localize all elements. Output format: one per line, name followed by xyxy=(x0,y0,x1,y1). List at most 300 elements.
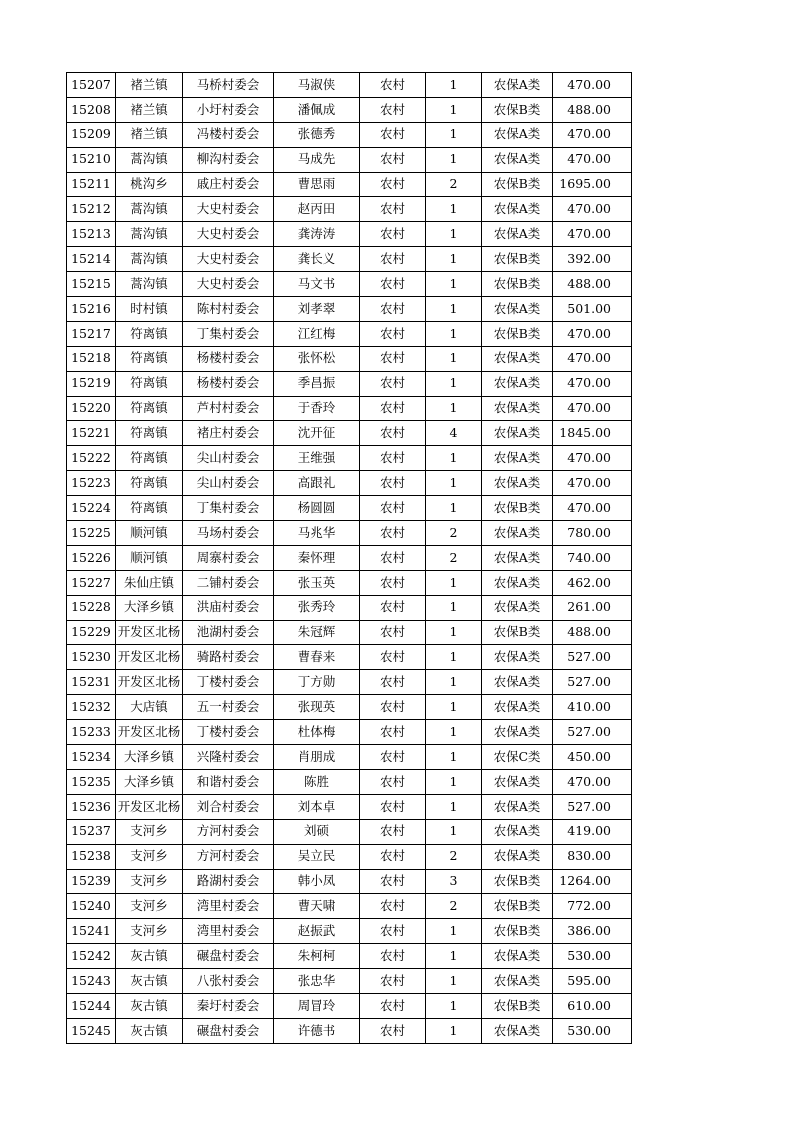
amount-cell: 462.00 xyxy=(553,570,632,595)
village-committee-cell: 方河村委会 xyxy=(183,819,274,844)
area-type-cell: 农村 xyxy=(360,720,426,745)
person-name-cell: 张玉英 xyxy=(274,570,360,595)
household-count-cell: 1 xyxy=(426,471,482,496)
area-type-cell: 农村 xyxy=(360,97,426,122)
household-count-cell: 2 xyxy=(426,545,482,570)
insurance-category-cell: 农保A类 xyxy=(482,769,553,794)
table-row xyxy=(67,346,632,371)
town-cell: 桃沟乡 xyxy=(116,172,183,197)
town-cell: 大店镇 xyxy=(116,695,183,720)
insurance-category-cell: 农保A类 xyxy=(482,720,553,745)
record-id-cell: 15231 xyxy=(67,670,116,695)
town-cell: 符离镇 xyxy=(116,421,183,446)
table-row xyxy=(67,844,632,869)
insurance-category-cell: 农保B类 xyxy=(482,247,553,272)
amount-cell: 410.00 xyxy=(553,695,632,720)
table-row xyxy=(67,73,632,98)
table-row xyxy=(67,521,632,546)
village-committee-cell: 杨楼村委会 xyxy=(183,346,274,371)
table-row xyxy=(67,745,632,770)
table-row xyxy=(67,645,632,670)
town-cell: 开发区北杨 xyxy=(116,794,183,819)
village-committee-cell: 大史村委会 xyxy=(183,197,274,222)
town-cell: 大泽乡镇 xyxy=(116,595,183,620)
record-id-cell: 15222 xyxy=(67,446,116,471)
amount-cell: 470.00 xyxy=(553,371,632,396)
town-cell: 支河乡 xyxy=(116,894,183,919)
town-cell: 符离镇 xyxy=(116,321,183,346)
insurance-category-cell: 农保B类 xyxy=(482,993,553,1018)
table-row xyxy=(67,695,632,720)
town-cell: 朱仙庄镇 xyxy=(116,570,183,595)
amount-cell: 470.00 xyxy=(553,122,632,147)
record-id-cell: 15218 xyxy=(67,346,116,371)
amount-cell: 527.00 xyxy=(553,794,632,819)
table-row xyxy=(67,1018,632,1043)
area-type-cell: 农村 xyxy=(360,346,426,371)
insurance-category-cell: 农保A类 xyxy=(482,645,553,670)
amount-cell: 470.00 xyxy=(553,197,632,222)
village-committee-cell: 马桥村委会 xyxy=(183,73,274,98)
household-count-cell: 2 xyxy=(426,894,482,919)
amount-cell: 470.00 xyxy=(553,346,632,371)
area-type-cell: 农村 xyxy=(360,496,426,521)
person-name-cell: 曹天啸 xyxy=(274,894,360,919)
table-row xyxy=(67,297,632,322)
amount-cell: 488.00 xyxy=(553,620,632,645)
insurance-category-cell: 农保A类 xyxy=(482,670,553,695)
town-cell: 蒿沟镇 xyxy=(116,147,183,172)
town-cell: 支河乡 xyxy=(116,919,183,944)
person-name-cell: 刘硕 xyxy=(274,819,360,844)
person-name-cell: 张秀玲 xyxy=(274,595,360,620)
village-committee-cell: 路湖村委会 xyxy=(183,869,274,894)
household-count-cell: 1 xyxy=(426,745,482,770)
amount-cell: 261.00 xyxy=(553,595,632,620)
insurance-category-cell: 农保A类 xyxy=(482,969,553,994)
town-cell: 符离镇 xyxy=(116,396,183,421)
record-id-cell: 15236 xyxy=(67,794,116,819)
table-row xyxy=(67,670,632,695)
person-name-cell: 张怀松 xyxy=(274,346,360,371)
person-name-cell: 吴立民 xyxy=(274,844,360,869)
table-row xyxy=(67,545,632,570)
record-id-cell: 15207 xyxy=(67,73,116,98)
village-committee-cell: 碾盘村委会 xyxy=(183,944,274,969)
table-row xyxy=(67,919,632,944)
record-id-cell: 15228 xyxy=(67,595,116,620)
person-name-cell: 许德书 xyxy=(274,1018,360,1043)
amount-cell: 488.00 xyxy=(553,272,632,297)
record-id-cell: 15225 xyxy=(67,521,116,546)
village-committee-cell: 大史村委会 xyxy=(183,222,274,247)
village-committee-cell: 丁集村委会 xyxy=(183,496,274,521)
person-name-cell: 秦怀理 xyxy=(274,545,360,570)
town-cell: 符离镇 xyxy=(116,371,183,396)
town-cell: 时村镇 xyxy=(116,297,183,322)
household-count-cell: 2 xyxy=(426,521,482,546)
amount-cell: 470.00 xyxy=(553,446,632,471)
amount-cell: 530.00 xyxy=(553,1018,632,1043)
insurance-category-cell: 农保B类 xyxy=(482,620,553,645)
village-committee-cell: 陈村村委会 xyxy=(183,297,274,322)
insurance-category-cell: 农保A类 xyxy=(482,122,553,147)
town-cell: 褚兰镇 xyxy=(116,73,183,98)
household-count-cell: 1 xyxy=(426,620,482,645)
household-count-cell: 1 xyxy=(426,695,482,720)
amount-cell: 450.00 xyxy=(553,745,632,770)
person-name-cell: 高跟礼 xyxy=(274,471,360,496)
insurance-category-cell: 农保A类 xyxy=(482,521,553,546)
area-type-cell: 农村 xyxy=(360,844,426,869)
town-cell: 支河乡 xyxy=(116,819,183,844)
person-name-cell: 张忠华 xyxy=(274,969,360,994)
person-name-cell: 赵振武 xyxy=(274,919,360,944)
area-type-cell: 农村 xyxy=(360,745,426,770)
household-count-cell: 1 xyxy=(426,346,482,371)
household-count-cell: 1 xyxy=(426,969,482,994)
village-committee-cell: 马场村委会 xyxy=(183,521,274,546)
amount-cell: 1845.00 xyxy=(553,421,632,446)
area-type-cell: 农村 xyxy=(360,769,426,794)
village-committee-cell: 兴隆村委会 xyxy=(183,745,274,770)
record-id-cell: 15215 xyxy=(67,272,116,297)
village-committee-cell: 池湖村委会 xyxy=(183,620,274,645)
table-row xyxy=(67,944,632,969)
insurance-category-cell: 农保A类 xyxy=(482,819,553,844)
table-row xyxy=(67,172,632,197)
village-committee-cell: 尖山村委会 xyxy=(183,471,274,496)
village-committee-cell: 丁集村委会 xyxy=(183,321,274,346)
household-count-cell: 1 xyxy=(426,670,482,695)
area-type-cell: 农村 xyxy=(360,620,426,645)
amount-cell: 470.00 xyxy=(553,396,632,421)
household-count-cell: 1 xyxy=(426,222,482,247)
insurance-category-cell: 农保A类 xyxy=(482,794,553,819)
record-id-cell: 15227 xyxy=(67,570,116,595)
amount-cell: 780.00 xyxy=(553,521,632,546)
area-type-cell: 农村 xyxy=(360,869,426,894)
town-cell: 灰古镇 xyxy=(116,1018,183,1043)
person-name-cell: 张德秀 xyxy=(274,122,360,147)
record-id-cell: 15214 xyxy=(67,247,116,272)
person-name-cell: 韩小凤 xyxy=(274,869,360,894)
person-name-cell: 刘本卓 xyxy=(274,794,360,819)
table-row xyxy=(67,396,632,421)
insurance-category-cell: 农保A类 xyxy=(482,1018,553,1043)
area-type-cell: 农村 xyxy=(360,819,426,844)
village-committee-cell: 洪庙村委会 xyxy=(183,595,274,620)
insurance-category-cell: 农保B类 xyxy=(482,869,553,894)
village-committee-cell: 芦村村委会 xyxy=(183,396,274,421)
table-body xyxy=(67,73,632,1044)
table-row xyxy=(67,272,632,297)
table-row xyxy=(67,769,632,794)
table-row xyxy=(67,993,632,1018)
insurance-category-cell: 农保B类 xyxy=(482,172,553,197)
village-committee-cell: 湾里村委会 xyxy=(183,894,274,919)
record-id-cell: 15245 xyxy=(67,1018,116,1043)
person-name-cell: 季昌振 xyxy=(274,371,360,396)
town-cell: 大泽乡镇 xyxy=(116,769,183,794)
table-row xyxy=(67,147,632,172)
record-id-cell: 15212 xyxy=(67,197,116,222)
household-count-cell: 1 xyxy=(426,496,482,521)
table-row xyxy=(67,620,632,645)
table-row xyxy=(67,595,632,620)
table-row xyxy=(67,446,632,471)
insurance-category-cell: 农保B类 xyxy=(482,321,553,346)
record-id-cell: 15229 xyxy=(67,620,116,645)
area-type-cell: 农村 xyxy=(360,321,426,346)
insurance-category-cell: 农保A类 xyxy=(482,222,553,247)
town-cell: 蒿沟镇 xyxy=(116,247,183,272)
household-count-cell: 1 xyxy=(426,993,482,1018)
household-count-cell: 1 xyxy=(426,321,482,346)
record-id-cell: 15230 xyxy=(67,645,116,670)
record-id-cell: 15241 xyxy=(67,919,116,944)
amount-cell: 830.00 xyxy=(553,844,632,869)
town-cell: 开发区北杨 xyxy=(116,620,183,645)
record-id-cell: 15237 xyxy=(67,819,116,844)
person-name-cell: 曹思雨 xyxy=(274,172,360,197)
amount-cell: 501.00 xyxy=(553,297,632,322)
area-type-cell: 农村 xyxy=(360,73,426,98)
record-id-cell: 15216 xyxy=(67,297,116,322)
area-type-cell: 农村 xyxy=(360,396,426,421)
amount-cell: 470.00 xyxy=(553,769,632,794)
insurance-category-cell: 农保A类 xyxy=(482,471,553,496)
amount-cell: 470.00 xyxy=(553,471,632,496)
village-committee-cell: 褚庄村委会 xyxy=(183,421,274,446)
household-count-cell: 1 xyxy=(426,122,482,147)
household-count-cell: 1 xyxy=(426,769,482,794)
amount-cell: 470.00 xyxy=(553,496,632,521)
area-type-cell: 农村 xyxy=(360,247,426,272)
insurance-category-cell: 农保A类 xyxy=(482,545,553,570)
record-id-cell: 15213 xyxy=(67,222,116,247)
village-committee-cell: 刘合村委会 xyxy=(183,794,274,819)
insurance-category-cell: 农保A类 xyxy=(482,346,553,371)
amount-cell: 470.00 xyxy=(553,321,632,346)
table-row xyxy=(67,471,632,496)
area-type-cell: 农村 xyxy=(360,147,426,172)
person-name-cell: 龚涛涛 xyxy=(274,222,360,247)
amount-cell: 419.00 xyxy=(553,819,632,844)
town-cell: 开发区北杨 xyxy=(116,720,183,745)
area-type-cell: 农村 xyxy=(360,521,426,546)
village-committee-cell: 骑路村委会 xyxy=(183,645,274,670)
amount-cell: 470.00 xyxy=(553,222,632,247)
record-id-cell: 15238 xyxy=(67,844,116,869)
table-row xyxy=(67,122,632,147)
village-committee-cell: 大史村委会 xyxy=(183,247,274,272)
household-count-cell: 1 xyxy=(426,371,482,396)
village-committee-cell: 方河村委会 xyxy=(183,844,274,869)
area-type-cell: 农村 xyxy=(360,993,426,1018)
table-row xyxy=(67,794,632,819)
table-row xyxy=(67,894,632,919)
amount-cell: 595.00 xyxy=(553,969,632,994)
town-cell: 开发区北杨 xyxy=(116,645,183,670)
household-count-cell: 1 xyxy=(426,446,482,471)
area-type-cell: 农村 xyxy=(360,421,426,446)
insurance-category-cell: 农保A类 xyxy=(482,595,553,620)
person-name-cell: 杨圆圆 xyxy=(274,496,360,521)
amount-cell: 527.00 xyxy=(553,645,632,670)
household-count-cell: 1 xyxy=(426,272,482,297)
area-type-cell: 农村 xyxy=(360,222,426,247)
person-name-cell: 王维强 xyxy=(274,446,360,471)
town-cell: 蒿沟镇 xyxy=(116,197,183,222)
insurance-category-cell: 农保B类 xyxy=(482,496,553,521)
household-count-cell: 4 xyxy=(426,421,482,446)
table-row xyxy=(67,869,632,894)
household-count-cell: 1 xyxy=(426,97,482,122)
record-id-cell: 15233 xyxy=(67,720,116,745)
amount-cell: 470.00 xyxy=(553,73,632,98)
record-id-cell: 15232 xyxy=(67,695,116,720)
person-name-cell: 马成先 xyxy=(274,147,360,172)
area-type-cell: 农村 xyxy=(360,172,426,197)
village-committee-cell: 八张村委会 xyxy=(183,969,274,994)
household-count-cell: 1 xyxy=(426,396,482,421)
insurance-category-cell: 农保B类 xyxy=(482,894,553,919)
record-id-cell: 15235 xyxy=(67,769,116,794)
person-name-cell: 陈胜 xyxy=(274,769,360,794)
insurance-category-cell: 农保A类 xyxy=(482,147,553,172)
record-id-cell: 15219 xyxy=(67,371,116,396)
person-name-cell: 马兆华 xyxy=(274,521,360,546)
area-type-cell: 农村 xyxy=(360,794,426,819)
village-committee-cell: 丁楼村委会 xyxy=(183,670,274,695)
village-committee-cell: 小圩村委会 xyxy=(183,97,274,122)
insurance-category-cell: 农保A类 xyxy=(482,944,553,969)
town-cell: 符离镇 xyxy=(116,446,183,471)
person-name-cell: 江红梅 xyxy=(274,321,360,346)
village-committee-cell: 杨楼村委会 xyxy=(183,371,274,396)
person-name-cell: 马文书 xyxy=(274,272,360,297)
village-committee-cell: 秦圩村委会 xyxy=(183,993,274,1018)
table-row xyxy=(67,969,632,994)
town-cell: 顺河镇 xyxy=(116,521,183,546)
insurance-category-cell: 农保B类 xyxy=(482,272,553,297)
insurance-category-cell: 农保A类 xyxy=(482,396,553,421)
person-name-cell: 潘佩成 xyxy=(274,97,360,122)
record-id-cell: 15239 xyxy=(67,869,116,894)
village-committee-cell: 碾盘村委会 xyxy=(183,1018,274,1043)
area-type-cell: 农村 xyxy=(360,471,426,496)
town-cell: 蒿沟镇 xyxy=(116,272,183,297)
table-row xyxy=(67,819,632,844)
insurance-category-cell: 农保A类 xyxy=(482,446,553,471)
amount-cell: 740.00 xyxy=(553,545,632,570)
household-count-cell: 3 xyxy=(426,869,482,894)
person-name-cell: 于香玲 xyxy=(274,396,360,421)
household-count-cell: 1 xyxy=(426,1018,482,1043)
household-count-cell: 1 xyxy=(426,819,482,844)
record-id-cell: 15221 xyxy=(67,421,116,446)
town-cell: 开发区北杨 xyxy=(116,670,183,695)
table-row xyxy=(67,496,632,521)
record-id-cell: 15243 xyxy=(67,969,116,994)
table-row xyxy=(67,570,632,595)
village-committee-cell: 大史村委会 xyxy=(183,272,274,297)
area-type-cell: 农村 xyxy=(360,272,426,297)
benefit-table xyxy=(66,72,632,1044)
household-count-cell: 2 xyxy=(426,172,482,197)
village-committee-cell: 戚庄村委会 xyxy=(183,172,274,197)
record-id-cell: 15209 xyxy=(67,122,116,147)
person-name-cell: 肖朋成 xyxy=(274,745,360,770)
amount-cell: 392.00 xyxy=(553,247,632,272)
town-cell: 符离镇 xyxy=(116,346,183,371)
town-cell: 大泽乡镇 xyxy=(116,745,183,770)
area-type-cell: 农村 xyxy=(360,919,426,944)
town-cell: 符离镇 xyxy=(116,471,183,496)
person-name-cell: 朱冠辉 xyxy=(274,620,360,645)
insurance-category-cell: 农保A类 xyxy=(482,197,553,222)
record-id-cell: 15208 xyxy=(67,97,116,122)
amount-cell: 1264.00 xyxy=(553,869,632,894)
amount-cell: 527.00 xyxy=(553,670,632,695)
area-type-cell: 农村 xyxy=(360,545,426,570)
village-committee-cell: 湾里村委会 xyxy=(183,919,274,944)
town-cell: 褚兰镇 xyxy=(116,97,183,122)
record-id-cell: 15210 xyxy=(67,147,116,172)
village-committee-cell: 柳沟村委会 xyxy=(183,147,274,172)
area-type-cell: 农村 xyxy=(360,695,426,720)
insurance-category-cell: 农保A类 xyxy=(482,297,553,322)
village-committee-cell: 周寨村委会 xyxy=(183,545,274,570)
record-id-cell: 15223 xyxy=(67,471,116,496)
area-type-cell: 农村 xyxy=(360,197,426,222)
person-name-cell: 杜体梅 xyxy=(274,720,360,745)
person-name-cell: 曹春来 xyxy=(274,645,360,670)
town-cell: 灰古镇 xyxy=(116,993,183,1018)
household-count-cell: 1 xyxy=(426,247,482,272)
household-count-cell: 1 xyxy=(426,794,482,819)
town-cell: 蒿沟镇 xyxy=(116,222,183,247)
village-committee-cell: 冯楼村委会 xyxy=(183,122,274,147)
record-id-cell: 15234 xyxy=(67,745,116,770)
area-type-cell: 农村 xyxy=(360,446,426,471)
table-row xyxy=(67,720,632,745)
insurance-category-cell: 农保B类 xyxy=(482,97,553,122)
person-name-cell: 朱柯柯 xyxy=(274,944,360,969)
household-count-cell: 1 xyxy=(426,297,482,322)
record-id-cell: 15244 xyxy=(67,993,116,1018)
record-id-cell: 15220 xyxy=(67,396,116,421)
household-count-cell: 1 xyxy=(426,73,482,98)
area-type-cell: 农村 xyxy=(360,894,426,919)
village-committee-cell: 尖山村委会 xyxy=(183,446,274,471)
insurance-category-cell: 农保A类 xyxy=(482,570,553,595)
table-row xyxy=(67,371,632,396)
area-type-cell: 农村 xyxy=(360,670,426,695)
town-cell: 符离镇 xyxy=(116,496,183,521)
table-row xyxy=(67,421,632,446)
amount-cell: 488.00 xyxy=(553,97,632,122)
village-committee-cell: 丁楼村委会 xyxy=(183,720,274,745)
village-committee-cell: 和谐村委会 xyxy=(183,769,274,794)
town-cell: 顺河镇 xyxy=(116,545,183,570)
insurance-category-cell: 农保A类 xyxy=(482,844,553,869)
insurance-category-cell: 农保C类 xyxy=(482,745,553,770)
area-type-cell: 农村 xyxy=(360,122,426,147)
insurance-category-cell: 农保A类 xyxy=(482,371,553,396)
record-id-cell: 15211 xyxy=(67,172,116,197)
